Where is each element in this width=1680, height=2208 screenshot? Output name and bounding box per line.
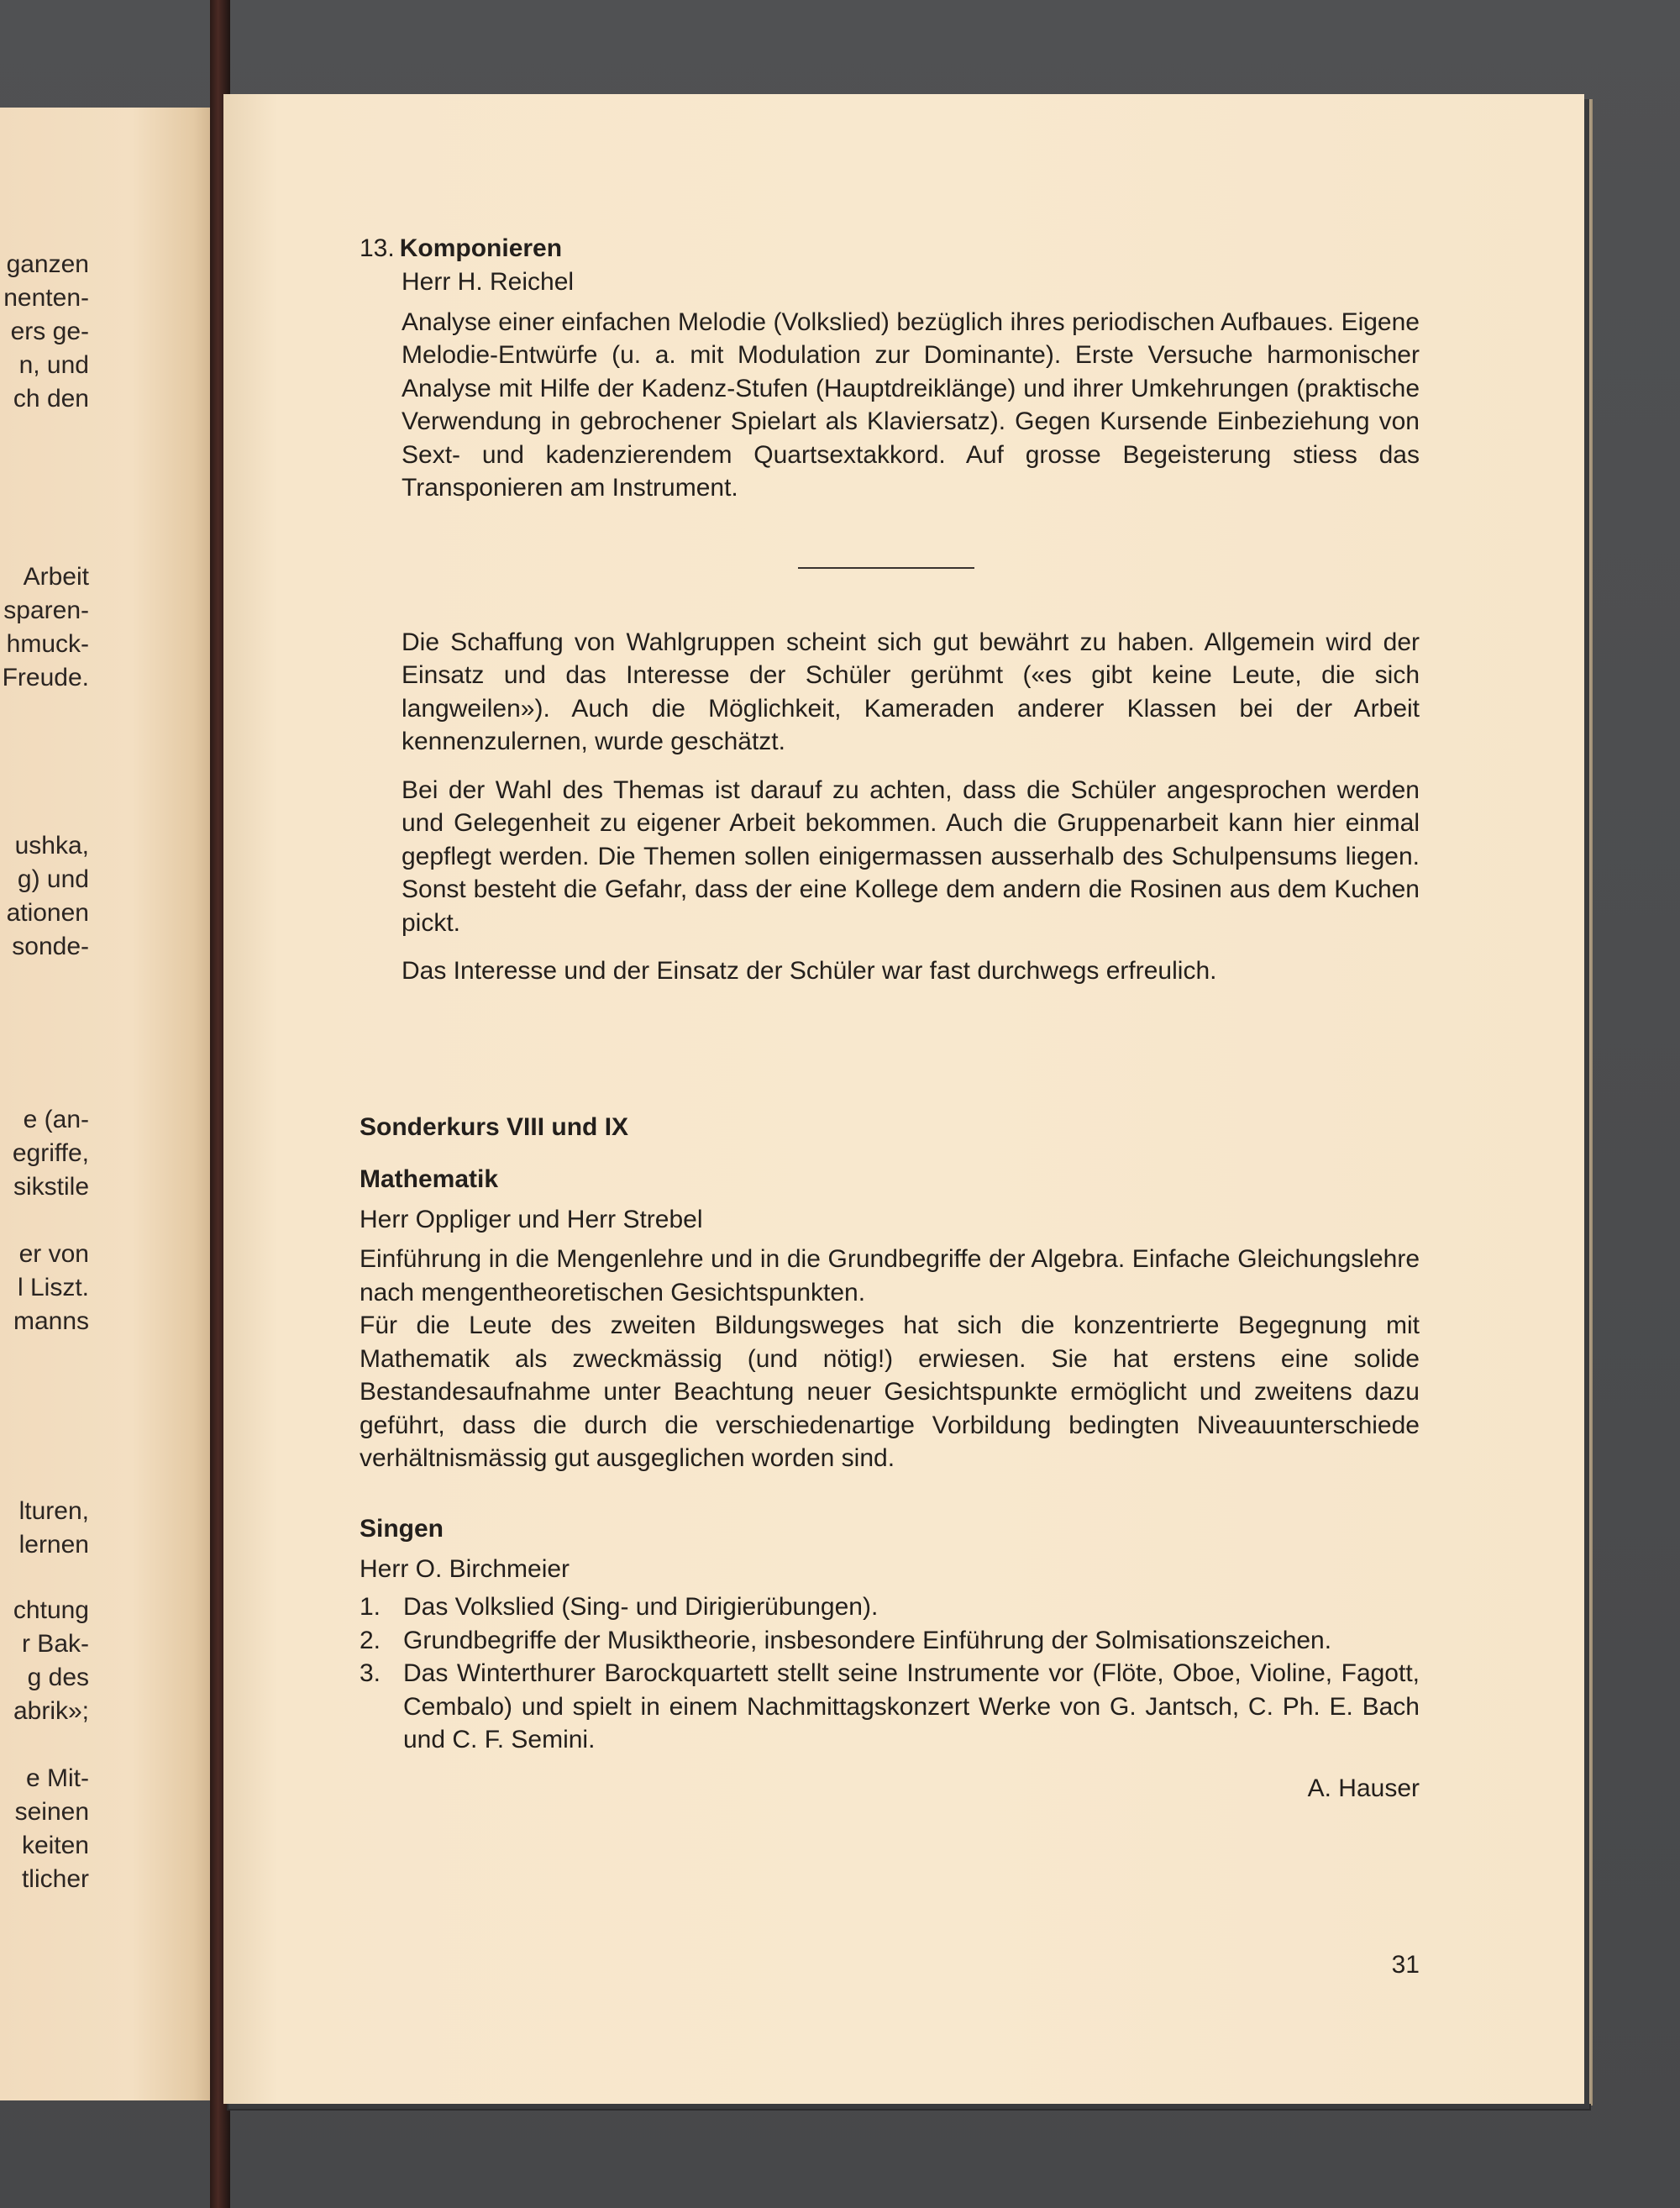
left-page-fragment: e Mit- <box>26 1764 89 1792</box>
summary-paragraph-3: Das Interesse und der Einsatz der Schüler war fast durchwegs erfreulich. <box>402 957 1217 985</box>
left-page-fragment: lturen, <box>18 1497 89 1525</box>
mathematik-title: Mathematik <box>360 1164 499 1193</box>
sonderkurs-title: Sonderkurs VIII und IX <box>360 1112 629 1141</box>
left-page-fragment: keiten <box>21 1832 89 1859</box>
sonderkurs-block <box>360 1111 1420 1806</box>
left-page-fragment: sparen- <box>3 597 89 624</box>
summary-paragraph-2: Bei der Wahl des Themas ist darauf zu achten, dass die Schüler angesprochen werden und Gelegenheit zu eigener Arbeit bekommen. Auch die Gruppenarbeit kann hier einmal gepflegt werden. Die Themen sollen einigermassen ausserhalb des Schulpensums liegen. Sonst besteht die Gefahr, dass der eine Kollege dem andern die Rosinen aus dem Kuchen pickt. <box>402 775 1420 937</box>
list-item <box>360 1657 1420 1757</box>
list-item-number: 2. <box>360 1626 381 1654</box>
section-13-heading <box>360 232 1420 265</box>
page-bottom-shadow <box>227 2104 1591 2111</box>
left-page-fragment: l Liszt. <box>17 1274 89 1301</box>
left-page-fragment: Freude. <box>2 664 89 691</box>
page-content <box>360 232 1420 1805</box>
left-page-fragment: sikstile <box>13 1173 89 1201</box>
left-page-fragment: ch den <box>13 385 89 413</box>
list-item-text: Das Winterthurer Barockquartett stellt seine Instrumente vor (Flöte, Oboe, Violine, Fagott, Cembalo) und spielt in einem Nachmittagskonzert Werke von G. Jantsch, C. Ph. E. Bach und C. F. Semini. <box>403 1659 1420 1753</box>
mathematik-paragraph-2: Für die Leute des zweiten Bildungsweges hat sich die konzentrierte Begegnung mit Mathematik als zweckmässig (und nötig!) erwiesen. Sie hat erstens eine solide Bestandesaufnahme unter Beachtung neuer Gesichtspunkte ermöglicht und zweitens dazu geführt, dass die durch die verschiedenartige Vorbildung bedingten Niveauunterschiede verhältnismässig gut ausgeglichen worden sind. <box>360 1312 1420 1472</box>
singen-list <box>360 1590 1420 1757</box>
list-item-number: 1. <box>360 1593 381 1621</box>
list-item-text: Grundbegriffe der Musiktheorie, insbesondere Einführung der Solmisationszeichen. <box>403 1626 1332 1654</box>
left-page-fragment: seinen <box>14 1798 89 1826</box>
divider-rule <box>798 567 974 569</box>
singen-teacher: Herr O. Birchmeier <box>360 1554 570 1583</box>
section-13-body <box>402 265 1420 505</box>
left-page-fragment: manns <box>13 1307 89 1335</box>
summary-block <box>402 626 1420 988</box>
left-page-fragment: tlicher <box>21 1865 89 1893</box>
left-page-fragment: g des <box>27 1664 89 1691</box>
left-page-fragment: ers ge- <box>10 318 89 345</box>
singen-title: Singen <box>360 1514 444 1543</box>
left-page-fragment: nenten- <box>3 284 89 312</box>
mathematik-teacher: Herr Oppliger und Herr Strebel <box>360 1205 703 1233</box>
section-13-text: Analyse einer einfachen Melodie (Volkslied) bezüglich ihres periodischen Aufbaues. Eigene Melodie-Entwürfe (u. a. mit Modulation zur Dominante). Erste Versuche harmonischer Analyse mit Hilfe der Kadenz-Stufen (Hauptdreiklänge) und ihrer Umkehrungen (praktische Verwendung in gebrochener Spielart als Klaviersatz). Gegen Kursende Einbeziehung von Sext- und kadenzierendem Quartsextakkord. Auf grosse Begeisterung stiess das Transponieren am Instrument. <box>402 308 1420 502</box>
section-13-teacher: Herr H. Reichel <box>402 268 575 296</box>
section-13-number: 13. <box>360 234 395 262</box>
left-page <box>0 108 220 2100</box>
left-page-fragment: abrik»; <box>13 1697 89 1725</box>
left-page-fragment: g) und <box>17 865 89 893</box>
left-page-fragment: r Bak- <box>21 1630 89 1658</box>
left-page-fragment: hmuck- <box>6 630 89 658</box>
left-page-fragment: e (an- <box>23 1106 89 1133</box>
page-number: 31 <box>1391 1951 1420 1979</box>
left-page-fragment: egriffe, <box>12 1139 89 1167</box>
left-page-fragment: ationen <box>6 899 89 927</box>
page-edge <box>1584 99 1593 2105</box>
left-page-fragment: sonde- <box>12 933 89 960</box>
mathematik-paragraph-1: Einführung in die Mengenlehre und in die Grundbegriffe der Algebra. Einfache Gleichungslehre nach mengentheoretischen Gesichtspunkten. <box>360 1245 1420 1306</box>
list-item-text: Das Volkslied (Sing- und Dirigierübungen). <box>403 1593 879 1621</box>
list-item <box>360 1590 1420 1624</box>
left-page-fragment: lernen <box>18 1531 89 1559</box>
list-item-number: 3. <box>360 1659 381 1687</box>
left-page-fragment: Arbeit <box>23 563 89 591</box>
section-13-title: Komponieren <box>399 234 563 262</box>
left-page-fragment: ganzen <box>6 250 89 278</box>
left-page-fragment: ushka, <box>14 832 89 860</box>
author-signature: A. Hauser <box>1307 1774 1420 1802</box>
left-page-fragment: n, und <box>18 351 89 379</box>
summary-paragraph-1: Die Schaffung von Wahlgruppen scheint sich gut bewährt zu haben. Allgemein wird der Einsatz und das Interesse der Schüler gerühmt («es gibt keine Leute, die sich langweilen»). Auch die Möglichkeit, Kameraden anderer Klassen bei der Arbeit kennenzulernen, wurde geschätzt. <box>402 628 1420 755</box>
left-page-fragment: er von <box>18 1240 89 1268</box>
list-item <box>360 1624 1420 1658</box>
left-page-fragment: chtung <box>13 1596 89 1624</box>
